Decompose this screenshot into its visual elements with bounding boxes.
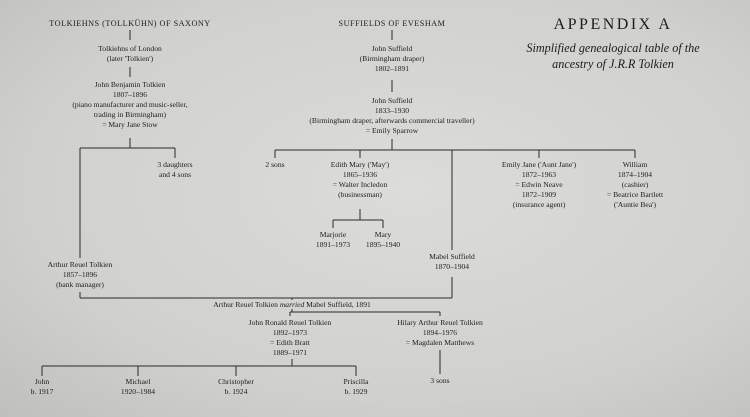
person-2-sons <box>250 160 300 170</box>
person-line: and 4 sons <box>158 170 192 179</box>
person-name: John <box>34 377 50 386</box>
person-edith-mary-may <box>310 160 410 200</box>
person-mabel-suffield <box>412 252 492 272</box>
person-dates: b. 1917 <box>30 387 54 396</box>
person-dates: 1874–1904 <box>617 170 653 179</box>
person-3-daughters-4-sons <box>140 160 210 180</box>
person-spouse: = Walter Incledon <box>332 180 388 189</box>
person-dates: 1891–1973 <box>315 240 351 249</box>
person-priscilla <box>321 377 391 397</box>
person-dates: b. 1929 <box>344 387 368 396</box>
person-note: (cashier) <box>621 180 649 189</box>
person-dates: 1857–1896 <box>62 270 98 279</box>
person-john <box>17 377 67 397</box>
person-mary <box>353 230 413 250</box>
person-william <box>595 160 675 210</box>
person-dates: 1802–1891 <box>374 64 410 73</box>
person-spouse: = Beatrice Bartlett <box>606 190 664 199</box>
person-dates: 1865–1936 <box>342 170 378 179</box>
person-note: ('Auntie Bea') <box>613 200 657 209</box>
person-note: (businessman) <box>338 190 382 199</box>
person-spouse: = Magdalen Matthews <box>405 338 475 347</box>
appendix-subtitle <box>498 40 728 72</box>
person-3-sons <box>415 376 465 386</box>
person-name: Marjorie <box>319 230 347 239</box>
subtitle-line-1: Simplified genealogical table of the <box>526 41 700 55</box>
suffield-family-header: SUFFIELDS OF EVESHAM <box>338 19 446 28</box>
person-spouse: = Edwin Neave <box>515 180 563 189</box>
person-name: John Suffield <box>371 44 413 53</box>
marriage-arthur-mabel <box>212 300 372 310</box>
person-dates: 1872–1963 <box>521 170 557 179</box>
person-note: (Birmingham draper) <box>359 54 425 63</box>
person-dates: 1807–1896 <box>112 90 148 99</box>
person-jrr-tolkien <box>222 318 358 358</box>
marriage-text <box>212 300 372 310</box>
person-dates: 1872–1909 <box>521 190 557 199</box>
person-dates: 1894–1976 <box>422 328 458 337</box>
person-name: Arthur Reuel Tolkien <box>47 260 113 269</box>
person-christopher <box>201 377 271 397</box>
person-john-suffield-1833 <box>272 96 512 136</box>
marriage-word: married <box>279 300 305 309</box>
person-emily-jane <box>484 160 594 210</box>
person-name: Mabel Suffield <box>429 252 475 261</box>
person-note: trading in Birmingham) <box>93 110 167 119</box>
person-dates: 1870–1904 <box>434 262 470 271</box>
person-name: Mary <box>374 230 392 239</box>
person-name: Hilary Arthur Reuel Tolkien <box>397 318 483 327</box>
person-note: (piano manufacturer and music-seller, <box>72 100 188 109</box>
person-line: 3 daughters <box>157 160 193 169</box>
person-note: (Birmingham draper, afterwards commercial traveller) <box>309 116 475 125</box>
person-dates: 1920–1984 <box>120 387 156 396</box>
person-name: John Ronald Reuel Tolkien <box>248 318 332 327</box>
person-name: Michael <box>125 377 151 386</box>
subtitle-line-2: ancestry of J.R.R Tolkien <box>552 57 674 71</box>
person-name: Priscilla <box>343 377 369 386</box>
person-name: John Benjamin Tolkien <box>94 80 166 89</box>
person-john-suffield-1802 <box>332 44 452 74</box>
person-tolkiehns-london <box>70 44 190 64</box>
person-arthur-reuel-tolkien <box>20 260 140 290</box>
person-line: 2 sons <box>265 160 285 169</box>
person-name: Edith Mary ('May') <box>330 160 390 169</box>
person-note: (later 'Tolkien') <box>106 54 154 63</box>
person-dates: b. 1924 <box>224 387 248 396</box>
person-dates: 1895–1940 <box>365 240 401 249</box>
person-note: (insurance agent) <box>512 200 566 209</box>
person-name: Emily Jane ('Aunt Jane') <box>501 160 577 169</box>
person-john-benjamin-tolkien <box>40 80 220 130</box>
person-hilary-tolkien <box>372 318 508 348</box>
person-name: William <box>622 160 648 169</box>
person-name: John Suffield <box>371 96 413 105</box>
appendix-title: APPENDIX A <box>553 16 673 33</box>
marriage-part-2: Mabel Suffield, 1891 <box>304 300 371 309</box>
person-line: 3 sons <box>430 376 450 385</box>
person-michael <box>108 377 168 397</box>
person-spouse: = Mary Jane Stow <box>102 120 158 129</box>
person-name: Christopher <box>218 377 254 386</box>
person-note: (bank manager) <box>56 280 104 289</box>
tolkien-family-header: TOLKIEHNS (TOLLKÜHN) OF SAXONY <box>49 19 211 28</box>
person-dates: 1892–1973 <box>272 328 308 337</box>
person-line: Tolkiehns of London <box>98 44 162 53</box>
person-dates: 1889–1971 <box>272 348 308 357</box>
person-dates: 1833–1930 <box>374 106 410 115</box>
marriage-part-1: Arthur Reuel Tolkien <box>213 300 280 309</box>
person-spouse: = Edith Bratt <box>270 338 310 347</box>
person-spouse: = Emily Sparrow <box>365 126 419 135</box>
